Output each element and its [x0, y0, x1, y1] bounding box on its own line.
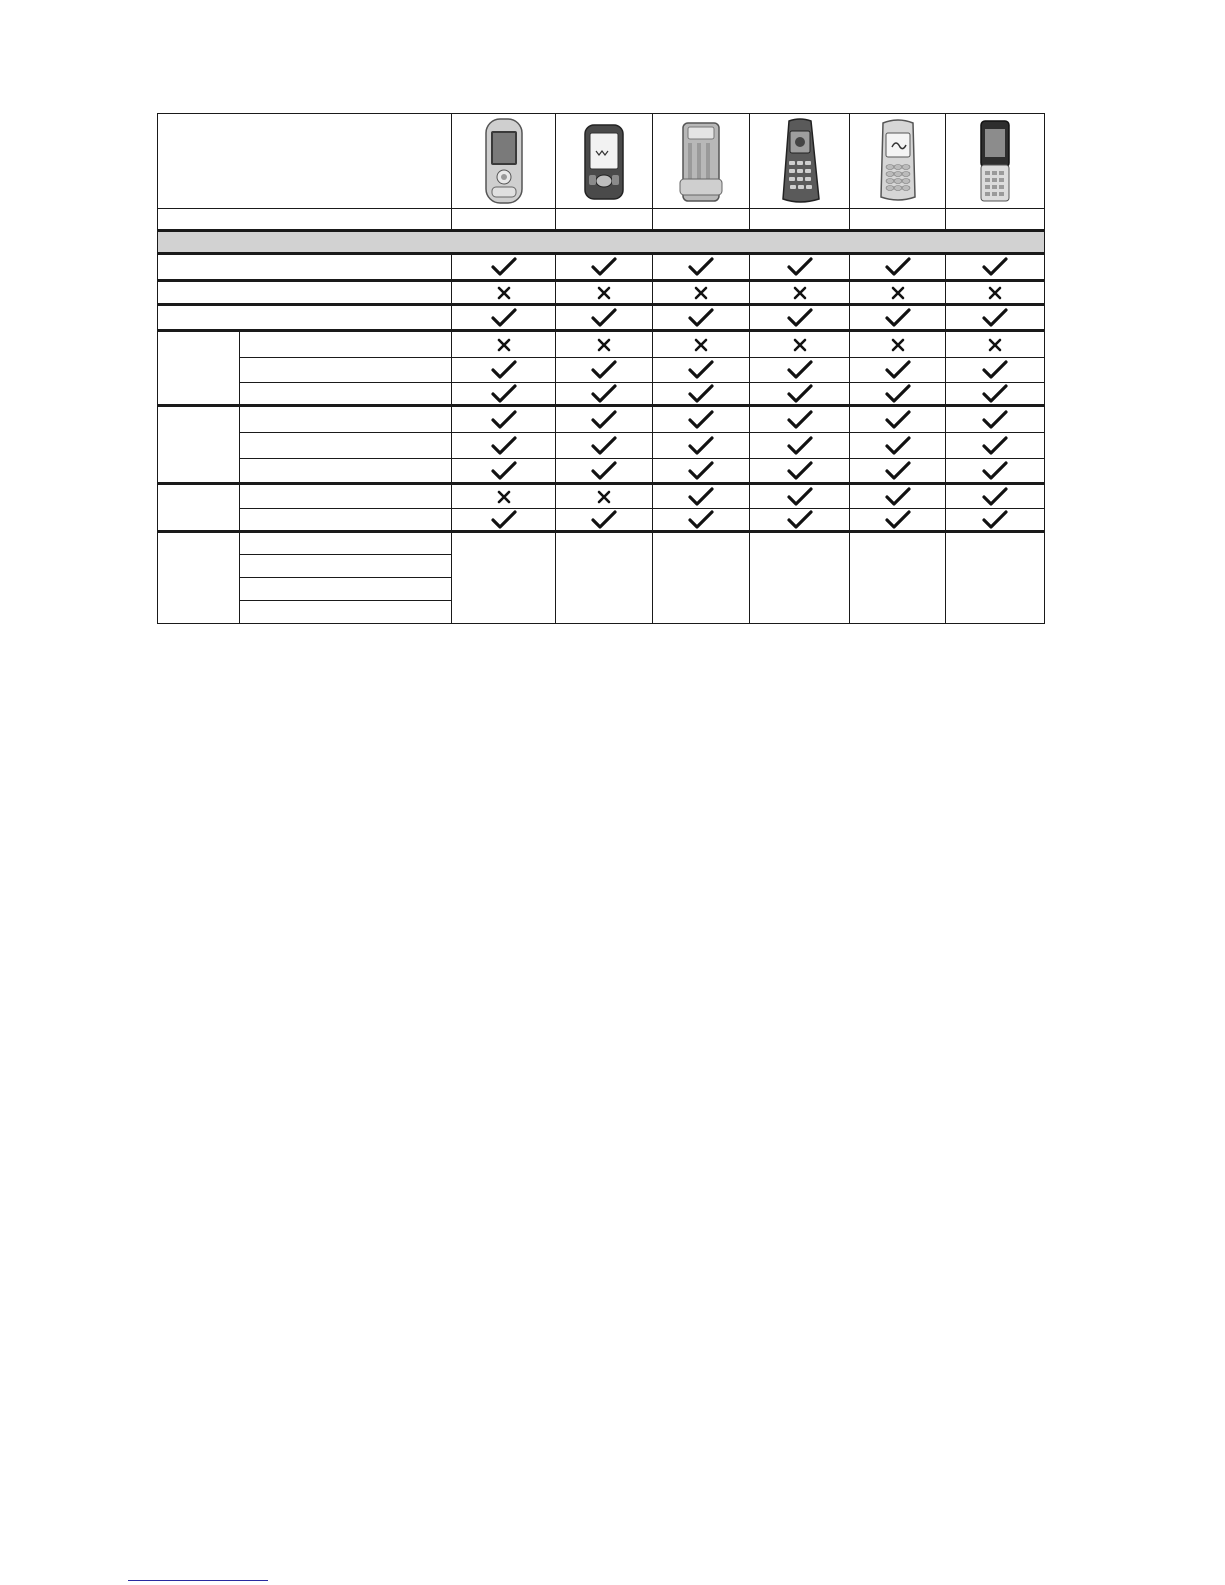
model-cell	[946, 209, 1045, 231]
check-icon	[787, 257, 813, 277]
mark-cell	[850, 358, 946, 383]
mark-cell	[452, 305, 556, 331]
table-row	[158, 459, 1045, 484]
mark-cell	[556, 331, 653, 358]
mark-cell	[452, 406, 556, 433]
check-icon	[982, 257, 1008, 277]
check-icon	[688, 257, 714, 277]
cross-icon	[792, 285, 808, 301]
check-icon	[982, 360, 1008, 380]
check-icon	[688, 360, 714, 380]
check-icon	[688, 308, 714, 328]
check-icon	[787, 487, 813, 507]
mark-cell	[452, 383, 556, 406]
model-cell	[750, 209, 850, 231]
model-cell	[653, 209, 750, 231]
mark-cell	[750, 254, 850, 281]
mark-cell	[750, 331, 850, 358]
mark-cell	[452, 331, 556, 358]
table-row	[158, 254, 1045, 281]
group-label-cell	[158, 532, 240, 624]
merged-value-cell	[946, 532, 1045, 624]
mark-cell	[850, 433, 946, 459]
cross-icon	[496, 285, 512, 301]
row-label-cell	[240, 433, 452, 459]
check-icon	[885, 308, 911, 328]
cross-icon	[596, 285, 612, 301]
mark-cell	[850, 509, 946, 532]
check-icon	[591, 384, 617, 404]
check-icon	[591, 461, 617, 481]
check-icon	[591, 308, 617, 328]
check-icon	[787, 410, 813, 430]
row-label-cell	[240, 459, 452, 484]
check-icon	[491, 410, 517, 430]
mark-cell	[946, 281, 1045, 305]
mark-cell	[653, 358, 750, 383]
mark-cell	[556, 358, 653, 383]
check-icon	[885, 360, 911, 380]
row-label-cell	[240, 484, 452, 509]
check-icon	[491, 257, 517, 277]
mark-cell	[556, 509, 653, 532]
merged-value-cell	[452, 532, 556, 624]
check-icon	[787, 510, 813, 530]
phone-silver-keypad-icon	[873, 117, 923, 205]
mark-cell	[946, 254, 1045, 281]
check-icon	[885, 510, 911, 530]
model-cell	[452, 209, 556, 231]
phone-cell-4	[750, 114, 850, 209]
merged-value-cell	[850, 532, 946, 624]
check-icon	[787, 360, 813, 380]
row-label-cell	[240, 509, 452, 532]
check-icon	[885, 436, 911, 456]
check-icon	[982, 436, 1008, 456]
mark-cell	[946, 331, 1045, 358]
table-row	[158, 281, 1045, 305]
footer-link-underline[interactable]	[128, 1580, 268, 1581]
mark-cell	[653, 406, 750, 433]
check-icon	[591, 436, 617, 456]
mark-cell	[946, 484, 1045, 509]
cross-icon	[890, 285, 906, 301]
mark-cell	[850, 331, 946, 358]
check-icon	[787, 436, 813, 456]
mark-cell	[750, 358, 850, 383]
phone-candybar-keypad-icon	[775, 117, 825, 205]
phone-walkman-slider-icon	[581, 117, 627, 205]
check-icon	[688, 436, 714, 456]
mark-cell	[750, 383, 850, 406]
mark-cell	[452, 358, 556, 383]
mark-cell	[946, 433, 1045, 459]
mark-cell	[556, 254, 653, 281]
check-icon	[688, 487, 714, 507]
cross-icon	[792, 337, 808, 353]
table-row	[158, 433, 1045, 459]
check-icon	[688, 410, 714, 430]
mark-cell	[946, 509, 1045, 532]
phone-cell-2	[556, 114, 653, 209]
row-label-cell	[240, 578, 452, 601]
table-row	[158, 509, 1045, 532]
mark-cell	[750, 305, 850, 331]
model-cell	[556, 209, 653, 231]
mark-cell	[653, 484, 750, 509]
check-icon	[491, 510, 517, 530]
mark-cell	[452, 509, 556, 532]
row-label-cell	[240, 601, 452, 624]
mark-cell	[750, 433, 850, 459]
mark-cell	[750, 459, 850, 484]
check-icon	[885, 461, 911, 481]
section-band-row	[158, 231, 1045, 254]
mark-cell	[850, 281, 946, 305]
mark-cell	[653, 509, 750, 532]
row-label-cell	[240, 406, 452, 433]
mark-cell	[946, 406, 1045, 433]
mark-cell	[653, 281, 750, 305]
check-icon	[885, 257, 911, 277]
section-band	[158, 231, 1045, 254]
check-icon	[982, 487, 1008, 507]
row-label-cell	[158, 305, 452, 331]
check-icon	[885, 487, 911, 507]
mark-cell	[653, 383, 750, 406]
check-icon	[688, 461, 714, 481]
check-icon	[982, 461, 1008, 481]
mark-cell	[653, 459, 750, 484]
mark-cell	[850, 459, 946, 484]
mark-cell	[452, 433, 556, 459]
mark-cell	[750, 509, 850, 532]
row-label-cell	[158, 281, 452, 305]
mark-cell	[946, 305, 1045, 331]
check-icon	[787, 384, 813, 404]
cross-icon	[496, 489, 512, 505]
mark-cell	[556, 305, 653, 331]
phone-slider-icon	[481, 117, 527, 205]
check-icon	[491, 461, 517, 481]
phone-cell-5	[850, 114, 946, 209]
row-label-cell	[240, 383, 452, 406]
cross-icon	[987, 285, 1003, 301]
cross-icon	[496, 337, 512, 353]
check-icon	[491, 384, 517, 404]
mark-cell	[452, 459, 556, 484]
mark-cell	[556, 406, 653, 433]
cross-icon	[693, 285, 709, 301]
check-icon	[491, 436, 517, 456]
mark-cell	[653, 254, 750, 281]
mark-cell	[556, 383, 653, 406]
table-row	[158, 484, 1045, 509]
merged-value-cell	[556, 532, 653, 624]
table-row	[158, 331, 1045, 358]
check-icon	[982, 384, 1008, 404]
check-icon	[787, 308, 813, 328]
mark-cell	[556, 281, 653, 305]
model-name-row	[158, 209, 1045, 231]
phone-cell-3	[653, 114, 750, 209]
check-icon	[591, 510, 617, 530]
merged-value-cell	[653, 532, 750, 624]
merged-value-cell	[750, 532, 850, 624]
cross-icon	[693, 337, 709, 353]
phone-dark-candybar-icon	[975, 117, 1015, 205]
mark-cell	[556, 459, 653, 484]
mark-cell	[850, 254, 946, 281]
check-icon	[885, 410, 911, 430]
mark-cell	[750, 484, 850, 509]
cross-icon	[987, 337, 1003, 353]
check-icon	[982, 510, 1008, 530]
group-label-cell	[158, 331, 240, 406]
row-label-cell	[240, 532, 452, 555]
row-label-cell	[240, 555, 452, 578]
compatibility-table	[157, 113, 1045, 624]
row-label-cell	[158, 254, 452, 281]
mark-cell	[556, 433, 653, 459]
mark-cell	[850, 484, 946, 509]
cross-icon	[596, 489, 612, 505]
mark-cell	[556, 484, 653, 509]
mark-cell	[452, 254, 556, 281]
phone-rugged-icon	[676, 117, 726, 205]
table-row	[158, 532, 1045, 555]
mark-cell	[452, 484, 556, 509]
model-cell	[850, 209, 946, 231]
row-label-cell	[240, 331, 452, 358]
check-icon	[787, 461, 813, 481]
mark-cell	[452, 281, 556, 305]
cross-icon	[890, 337, 906, 353]
check-icon	[688, 510, 714, 530]
group-label-cell	[158, 406, 240, 484]
mark-cell	[850, 406, 946, 433]
table-row	[158, 358, 1045, 383]
mark-cell	[850, 383, 946, 406]
mark-cell	[946, 383, 1045, 406]
check-icon	[982, 410, 1008, 430]
check-icon	[591, 360, 617, 380]
table-row	[158, 305, 1045, 331]
mark-cell	[946, 358, 1045, 383]
check-icon	[491, 308, 517, 328]
check-icon	[688, 384, 714, 404]
phone-cell-6	[946, 114, 1045, 209]
corner-cell	[158, 114, 452, 209]
mark-cell	[750, 406, 850, 433]
phone-image-row	[158, 114, 1045, 209]
mark-cell	[653, 433, 750, 459]
check-icon	[982, 308, 1008, 328]
phone-cell-1	[452, 114, 556, 209]
row-label-cell	[240, 358, 452, 383]
table-row	[158, 383, 1045, 406]
mark-cell	[946, 459, 1045, 484]
check-icon	[591, 257, 617, 277]
table-row	[158, 406, 1045, 433]
group-label-cell	[158, 484, 240, 532]
check-icon	[591, 410, 617, 430]
check-icon	[491, 360, 517, 380]
check-icon	[885, 384, 911, 404]
mark-cell	[750, 281, 850, 305]
cross-icon	[596, 337, 612, 353]
mark-cell	[850, 305, 946, 331]
mark-cell	[653, 305, 750, 331]
mark-cell	[653, 331, 750, 358]
model-label-cell	[158, 209, 452, 231]
